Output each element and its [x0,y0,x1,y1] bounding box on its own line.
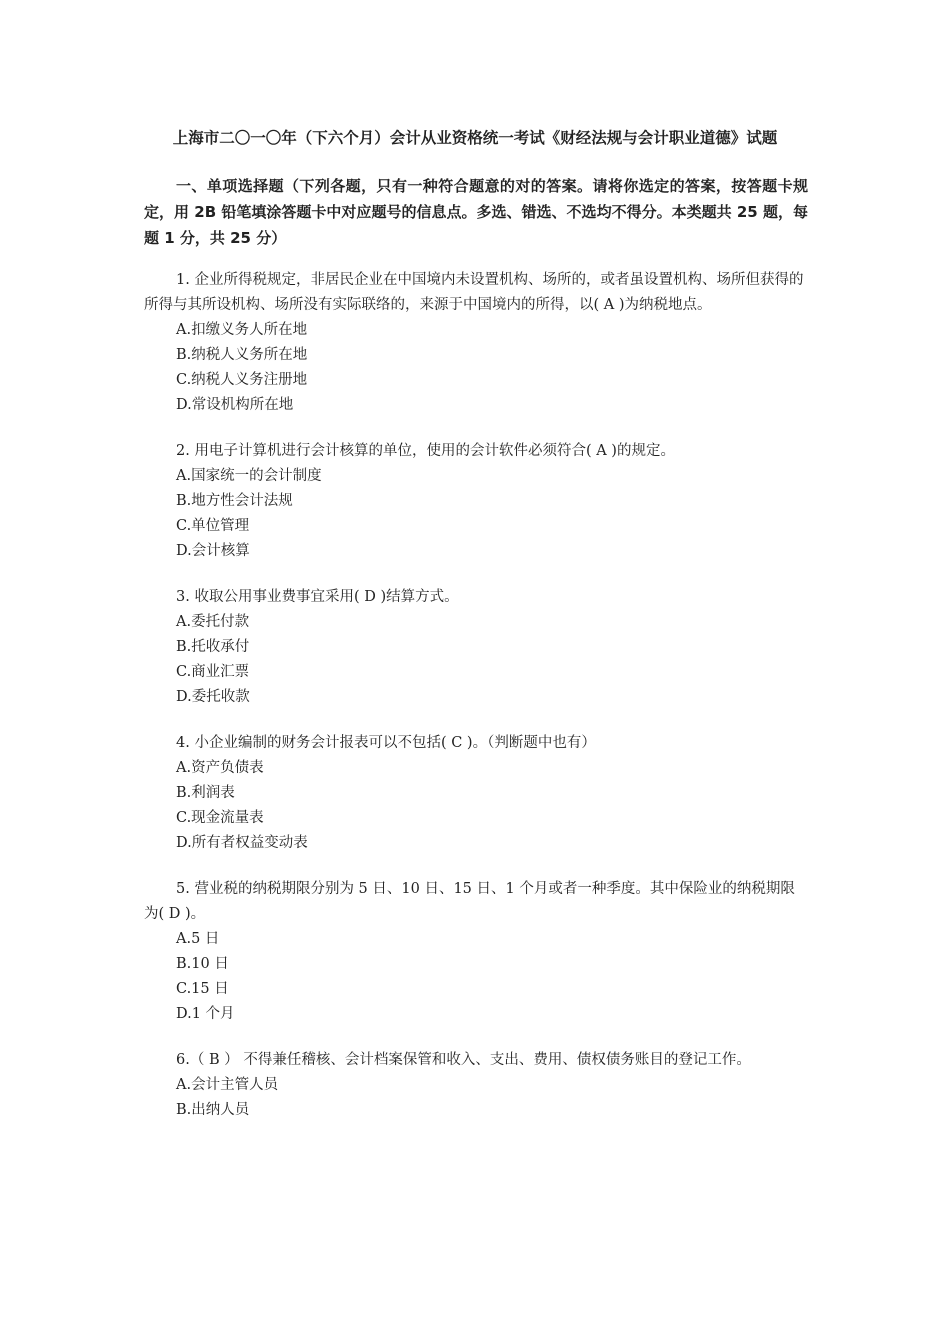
question-4 [144,731,808,856]
option-list [144,756,808,856]
option-a: A.会计主管人员 [176,1077,279,1093]
question-1 [144,268,808,418]
question-text: 2. 用电子计算机进行会计核算的单位，使用的会计软件必须符合( A )的规定。 [176,443,675,459]
option-b: B.纳税人义务所在地 [176,347,308,363]
option-list [144,464,808,564]
question-text: 5. 营业税的纳税期限分别为 5 日、10 日、15 日、1 个月或者一种季度。其中保险业的纳税期限为( D )。 [144,881,795,922]
option-list [144,1073,808,1123]
question-2 [144,439,808,564]
option-list [144,927,808,1027]
document-title: 上海市二〇一〇年（下六个月）会计从业资格统一考试《财经法规与会计职业道德》试题 [172,129,778,147]
option-a: A.资产负债表 [176,760,264,776]
question-6 [144,1048,808,1123]
section-heading: 一、单项选择题（下列各题，只有一种符合题意的对的答案。请将你选定的答案，按答题卡规定，用 2B 铅笔填涂答题卡中对应题号的信息点。多选、错选、不选均不得分。本类题共 25 题，每题 1 分，共 25 分） [144,177,808,247]
option-c: C.商业汇票 [176,664,250,680]
option-d: D.会计核算 [176,543,250,559]
option-a: A.国家统一的会计制度 [176,468,322,484]
option-b: B.10 日 [176,956,229,972]
option-b: B.利润表 [176,785,235,801]
question-text: 6.（ B ） 不得兼任稽核、会计档案保管和收入、支出、费用、债权债务账目的登记工作。 [176,1052,751,1068]
option-d: D.常设机构所在地 [176,397,294,413]
question-text: 4. 小企业编制的财务会计报表可以不包括( C )。（判断题中也有） [176,735,596,751]
option-b: B.出纳人员 [176,1102,250,1118]
option-c: C.15 日 [176,981,229,997]
question-list [144,268,808,1144]
question-5 [144,877,808,1027]
option-b: B.地方性会计法规 [176,493,293,509]
option-d: D.所有者权益变动表 [176,835,308,851]
question-text: 3. 收取公用事业费事宜采用( D )结算方式。 [176,589,459,605]
option-list [144,318,808,418]
option-c: C.单位管理 [176,518,250,534]
option-c: C.纳税人义务注册地 [176,372,308,388]
option-a: A.委托付款 [176,614,250,630]
option-b: B.托收承付 [176,639,250,655]
option-d: D.委托收款 [176,689,250,705]
option-a: A.5 日 [176,931,220,947]
option-a: A.扣缴义务人所在地 [176,322,308,338]
question-3 [144,585,808,710]
question-text: 1. 企业所得税规定，非居民企业在中国境内未设置机构、场所的，或者虽设置机构、场所但获得的所得与其所设机构、场所没有实际联络的，来源于中国境内的所得，以( A )为纳税地点。 [144,272,804,313]
option-list [144,610,808,710]
option-d: D.1 个月 [176,1006,235,1022]
option-c: C.现金流量表 [176,810,264,826]
